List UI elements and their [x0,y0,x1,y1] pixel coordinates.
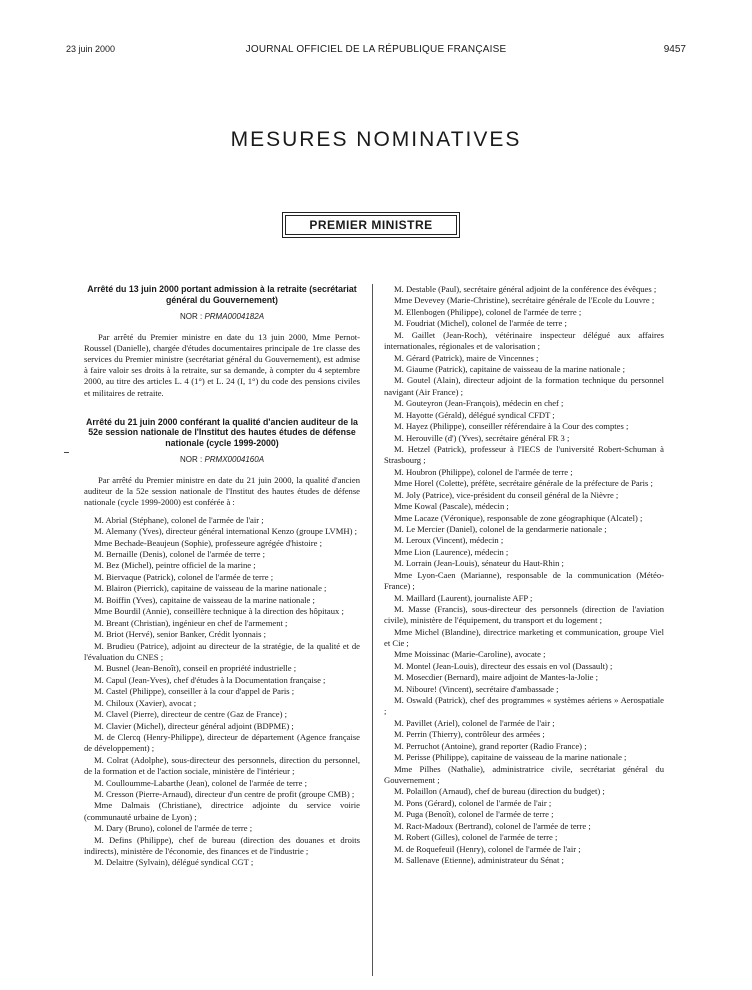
list-item: M. Oswald (Patrick), chef des programmes « systèmes aériens » Aerospatiale ; [384,695,664,717]
list-item: M. Blairon (Pierrick), capitaine de vaisseau de la marine nationale ; [94,583,327,594]
arrete2-intro: Par arrêté du Premier ministre en date du 21 juin 2000, la qualité d'ancien auditeur de la 52e session nationale de l'Institut des hautes études de défense nationale (cycle 1999-2000) est conférée à : [84,475,360,508]
section-heading: PREMIER MINISTRE [285,215,457,235]
nor-code: PRMA0004182A [204,312,265,321]
column-divider [372,284,373,976]
list-item: Mme Devevey (Marie-Christine), secrétaire générale de l'Ecole du Louvre ; [394,295,655,306]
list-item: M. Capul (Jean-Yves), chef d'études à la Documentation française ; [94,674,326,685]
list-item: M. Herouville (d') (Yves), secrétaire général FR 3 ; [394,432,570,443]
list-item: M. Coulloumme-Labarthe (Jean), colonel de l'armée de terre ; [94,777,307,788]
list-item: Mme Moissinac (Marie-Caroline), avocate ; [394,649,546,660]
list-item: M. Destable (Paul), secrétaire général adjoint de la conférence des évêques ; [394,284,657,294]
list-item: M. Bez (Michel), peintre officiel de la marine ; [94,560,256,571]
right-column [384,284,664,867]
list-item: Mme Horel (Colette), préfète, secrétaire générale de la préfecture de Paris ; [394,478,653,489]
list-item: M. Alemany (Yves), directeur général international Kenzo (groupe LVMH) ; [94,526,357,537]
list-item: M. de Clercq (Henry-Philippe), directeur de département (Agence française de développement) ; [84,732,360,754]
list-item: M. Maillard (Laurent), journaliste AFP ; [394,592,533,603]
list-item: M. Puga (Benoît), colonel de l'armée de terre ; [394,809,554,820]
list-item: M. Colrat (Adolphe), sous-directeur des personnels, direction du personnel, de la formation et de l'action sociale, ministère de l'intérieur ; [84,754,360,777]
list-item: M. Abrial (Stéphane), colonel de l'armée de l'air ; [94,514,264,525]
journal-title: JOURNAL OFFICIEL DE LA RÉPUBLIQUE FRANÇAISE [245,44,507,55]
list-item: M. Montel (Jean-Louis), directeur des essais en vol (Dassault) ; [394,660,613,671]
list-item: M. Ract-Madoux (Bertrand), colonel de l'armée de terre ; [394,820,591,831]
list-item: M. Cresson (Pierre-Arnaud), directeur d'un centre de profit (groupe CMB) ; [94,788,355,799]
margin-dash [64,452,69,453]
list-item: Mme Lacaze (Véronique), responsable de zone géographique (Alcatel) ; [394,512,643,523]
list-item: Mme Lyon-Caen (Marianne), responsable de la communication (Météo-France) ; [384,569,664,592]
list-item: M. Hayez (Philippe), conseiller référendaire à la Cour des comptes ; [394,421,629,432]
list-item: M. Biervaque (Patrick), colonel de l'armée de terre ; [94,571,274,582]
auditor-list-left [84,515,360,869]
list-item: Mme Michel (Blandine), directrice marketing et communication, groupe Viel et Cie ; [384,626,664,648]
arrete2-title: Arrêté du 21 juin 2000 conférant la qualité d'ancien auditeur de la 52e session nationale de l'Institut des hautes études de défense nationale (cycle 1999-2000) [86,416,358,448]
list-item: M. Breant (Christian), ingénieur en chef de l'armement ; [94,617,288,628]
nor-label: NOR : [179,455,203,465]
list-item: M. Castel (Philippe), conseiller à la cour d'appel de Paris ; [94,686,295,697]
list-item: M. Gouteyron (Jean-François), médecin en chef ; [394,398,564,409]
list-item: M. Houbron (Philippe), colonel de l'armée de terre ; [394,466,573,477]
list-item: M. Masse (Francis), sous-directeur des personnels (direction de l'aviation civile), ministère de l'équipement, du transport et du logement ; [384,604,664,626]
list-item: M. Giaume (Patrick), capitaine de vaisseau de la marine nationale ; [394,364,625,374]
list-item: M. Hetzel (Patrick), professeur à l'IECS de l'université Robert-Schuman à Strasbourg ; [384,444,664,466]
list-item: M. Delaitre (Sylvain), délégué syndical CGT ; [94,857,254,868]
list-item: M. Lorrain (Jean-Louis), sénateur du Haut-Rhin ; [394,558,564,569]
list-item: M. Joly (Patrice), vice-président du conseil général de la Nièvre ; [394,489,619,500]
arrete1-body: Par arrêté du Premier ministre en date du 13 juin 2000, Mme Pernot-Roussel (Danielle), chargée d'études documentaires principale de 1re classe des services du Premier ministre (secrétariat général du Gouvernement), est admise à faire valoir ses droits à la retraite, sur sa demande, à compter du 4 septembre 2000, au titre des articles L. 4 (1°) et L. 24 (I, 1°) du code des pensions civiles et militaires de retraite. [84,332,360,398]
list-item: Mme Pilhes (Nathalie), administratrice civile, secrétariat général du Gouvernement ; [384,763,664,785]
list-item: M. Chiloux (Xavier), avocat ; [94,697,197,708]
list-item: M. Clavel (Pierre), directeur de centre (Gaz de France) ; [94,709,288,720]
auditor-list-right [384,284,664,866]
list-item: M. Goutel (Alain), directeur adjoint de la formation technique du personnel navigant (Air France) ; [384,375,664,397]
list-item: M. Pons (Gérard), colonel de l'armée de l'air ; [394,797,552,808]
list-item: Mme Bechade-Beaujeun (Sophie), professeure agrégée d'histoire ; [94,537,323,548]
list-item: M. Busnel (Jean-Benoît), conseil en propriété industrielle ; [94,663,297,674]
list-item: M. Mosecdier (Bernard), maire adjoint de Mantes-la-Jolie ; [394,672,599,683]
list-item: Mme Dalmais (Christiane), directrice adjointe du service voirie (communauté urbaine de Lyon) ; [84,800,360,822]
list-item: M. Perisse (Philippe), capitaine de vaisseau de la marine nationale ; [394,752,627,763]
list-item: M. Dary (Bruno), colonel de l'armée de terre ; [94,823,253,834]
list-item: M. de Roquefeuil (Henry), colonel de l'armée de l'air ; [394,843,581,854]
arrete1-nor [84,311,360,322]
list-item: M. Perrin (Thierry), contrôleur des armées ; [394,729,545,740]
list-item: M. Bernaille (Denis), colonel de l'armée de terre ; [94,548,265,559]
page-title: MESURES NOMINATIVES [230,128,522,151]
list-item: M. Le Mercier (Daniel), colonel de la gendarmerie nationale ; [394,524,607,534]
arrete1-title: Arrêté du 13 juin 2000 portant admission à la retraite (secrétariat général du Gouvernement) [87,284,357,305]
list-item: M. Gaillet (Jean-Roch), vétérinaire inspecteur délégué aux affaires internationales, régionales et de valorisation ; [384,329,664,352]
list-item: Mme Kowal (Pascale), médecin ; [394,501,509,512]
list-item: M. Defins (Philippe), chef de bureau (direction des douanes et droits indirects), ministère de l'économie, des finances et de l'industrie ; [84,834,360,856]
list-item: M. Robert (Gilles), colonel de l'armée de terre ; [394,832,558,843]
nor-code: PRMX0004160A [204,455,265,465]
list-item: M. Pavillet (Ariel), colonel de l'armée de l'air ; [394,717,555,728]
list-item: Mme Bourdil (Annie), conseillère technique à la direction des hôpitaux ; [94,606,344,617]
list-item: M. Boiffin (Yves), capitaine de vaisseau de la marine nationale ; [94,594,315,605]
list-item: Mme Lion (Laurence), médecin ; [394,546,509,557]
list-item: M. Foudriat (Michel), colonel de l'armée de terre ; [394,318,567,329]
page-header [66,44,686,58]
arrete2-nor [84,454,360,465]
page-number: 9457 [663,44,686,55]
header-date: 23 juin 2000 [66,44,116,54]
list-item: M. Clavier (Michel), directeur général adjoint (BDPME) ; [94,720,294,731]
nor-label: NOR : [179,312,203,321]
list-item: M. Niboure! (Vincent), secrétaire d'ambassade ; [394,683,559,694]
list-item: M. Sallenave (Etienne), administrateur du Sénat ; [394,855,564,866]
list-item: M. Brudieu (Patrice), adjoint au directeur de la stratégie, de la qualité et de l'évaluation du CNES ; [84,640,360,662]
section-heading-box [282,212,460,238]
list-item: M. Hayotte (Gérald), délégué syndical CFDT ; [394,409,555,420]
list-item: M. Gérard (Patrick), maire de Vincennes ; [394,352,539,363]
list-item: M. Perruchot (Antoine), grand reporter (Radio France) ; [394,740,587,751]
list-item: M. Polaillon (Arnaud), chef de bureau (direction du budget) ; [394,786,605,797]
list-item: M. Briot (Hervé), senior Banker, Crédit lyonnais ; [94,629,266,640]
list-item: M. Leroux (Vincent), médecin ; [394,535,504,546]
list-item: M. Ellenbogen (Philippe), colonel de l'armée de terre ; [394,306,582,317]
left-column [84,284,360,869]
